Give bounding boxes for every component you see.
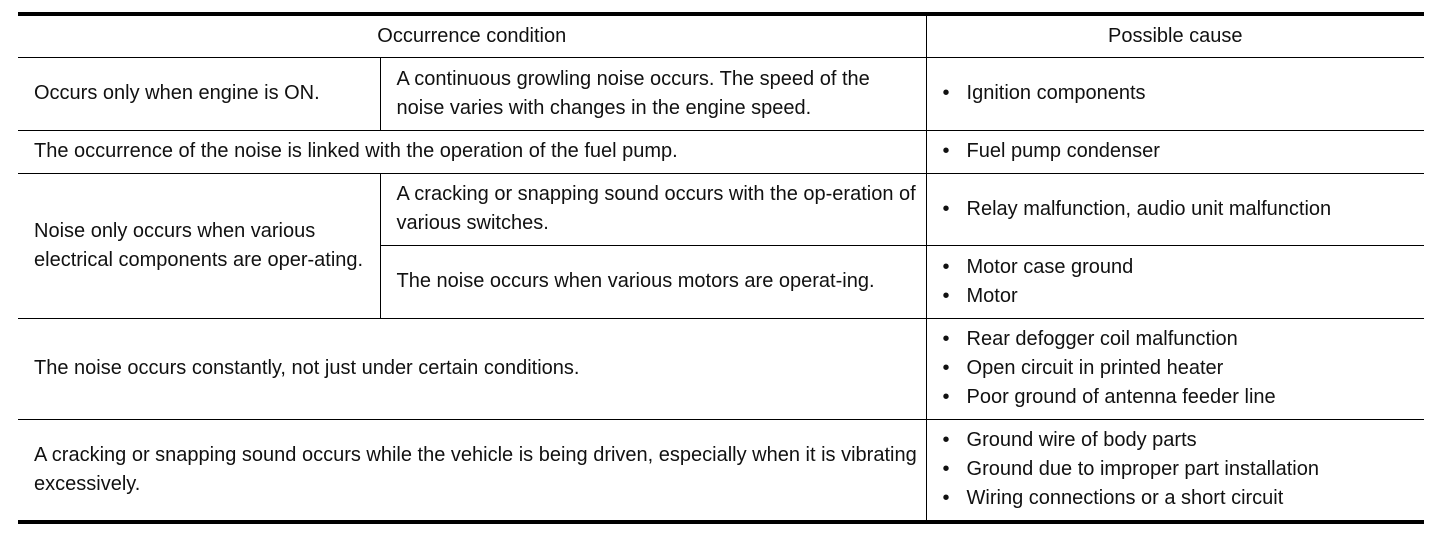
cause-item: • Poor ground of antenna feeder line xyxy=(943,383,1417,412)
header-possible-cause: Possible cause xyxy=(926,14,1424,57)
cause-cell xyxy=(926,419,1424,522)
cause-cell xyxy=(926,245,1424,318)
cause-cell xyxy=(926,173,1424,245)
cause-list xyxy=(943,137,1417,166)
cause-item: • Fuel pump condenser xyxy=(943,137,1417,166)
cause-item: • Motor case ground xyxy=(943,253,1417,282)
cause-item: • Motor xyxy=(943,282,1417,311)
noise-diagnosis-table-container xyxy=(18,12,1424,524)
cause-cell xyxy=(926,57,1424,130)
table-row xyxy=(18,419,1424,522)
cause-item: • Relay malfunction, audio unit malfunction xyxy=(943,195,1417,224)
cause-list xyxy=(943,79,1417,108)
condition-sub-cell: The noise occurs when various motors are operat-ing. xyxy=(380,245,926,318)
condition-main-cell: Noise only occurs when various electrical components are oper-ating. xyxy=(18,173,380,318)
noise-diagnosis-table xyxy=(18,12,1424,524)
cause-list xyxy=(943,426,1417,513)
table-row xyxy=(18,318,1424,419)
cause-item: • Open circuit in printed heater xyxy=(943,354,1417,383)
condition-main-cell: The noise occurs constantly, not just under certain conditions. xyxy=(18,318,926,419)
table-row xyxy=(18,130,1424,173)
header-occurrence-condition: Occurrence condition xyxy=(18,14,926,57)
cause-item: • Ground wire of body parts xyxy=(943,426,1417,455)
condition-sub-cell: A cracking or snapping sound occurs with the op-eration of various switches. xyxy=(380,173,926,245)
condition-main-cell: The occurrence of the noise is linked with the operation of the fuel pump. xyxy=(18,130,926,173)
cause-item: • Rear defogger coil malfunction xyxy=(943,325,1417,354)
cause-cell xyxy=(926,130,1424,173)
condition-main-cell: Occurs only when engine is ON. xyxy=(18,57,380,130)
cause-item: • Wiring connections or a short circuit xyxy=(943,484,1417,513)
condition-main-cell: A cracking or snapping sound occurs while the vehicle is being driven, especially when it is vibrating excessively. xyxy=(18,419,926,522)
table-header-row xyxy=(18,14,1424,57)
cause-cell xyxy=(926,318,1424,419)
cause-list xyxy=(943,253,1417,311)
cause-list xyxy=(943,195,1417,224)
cause-item: • Ignition components xyxy=(943,79,1417,108)
cause-list xyxy=(943,325,1417,412)
table-row xyxy=(18,57,1424,130)
cause-item: • Ground due to improper part installation xyxy=(943,455,1417,484)
table-row xyxy=(18,173,1424,245)
condition-sub-cell: A continuous growling noise occurs. The speed of the noise varies with changes in the engine speed. xyxy=(380,57,926,130)
